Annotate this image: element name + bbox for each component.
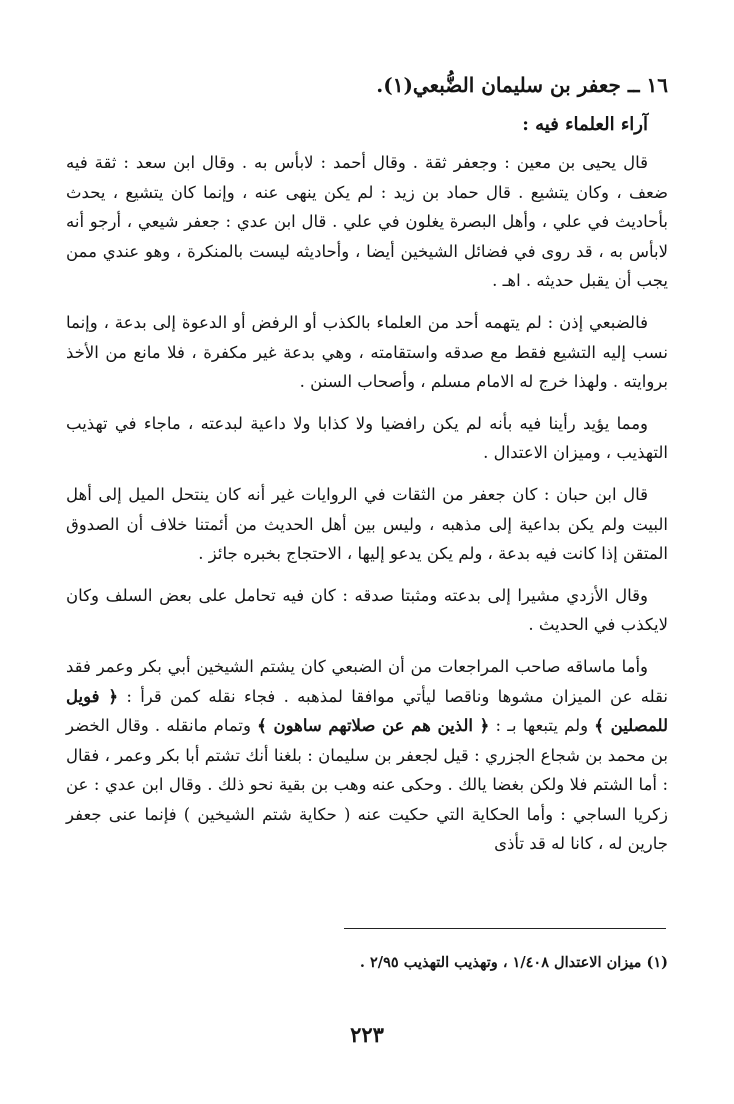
- paragraph: فالضبعي إذن : لم يتهمه أحد من العلماء بالكذب أو الرفض أو الدعوة إلى بدعة ، وإنما نسب إليه التشيع فقط مع صدقه واستقامته ، وهي بدعة غير مكفرة ، فلا مانع من الأخذ بروايته . ولهذا خرج له الامام مسلم ، وأصحاب السنن .: [66, 312, 668, 392]
- paragraph-text: ولم يتبعها بـ :: [489, 716, 595, 736]
- footnote: (١) ميزان الاعتدال ١/٤٠٨ ، وتهذيب التهذيب ٢/٩٥ .: [359, 954, 668, 971]
- footnote-divider: [344, 928, 666, 929]
- paragraph: وقال الأزدي مشيرا إلى بدعته ومثبتا صدقه : كان فيه تحامل على بعض السلف وكان لايكذب في الحديث .: [66, 585, 668, 635]
- paragraph: قال ابن حبان : كان جعفر من الثقات في الروايات غير أنه كان ينتحل الميل إلى أهل البيت ولم يكن بداعية إلى مذهبه ، وليس بين أهل الحديث من أئمتنا خلاف أن الصدوق المتقن إذا كانت فيه بدعة ، ولم يكن يدعو إليها ، الاحتجاج بخبره جائز .: [66, 484, 668, 564]
- biography-heading: ١٦ ــ جعفر بن سليمان الضُّبعي(١).: [376, 73, 668, 97]
- paragraph-text: وأما ماساقه صاحب المراجعات من أن الضبعي كان يشتم الشيخين أبي بكر وعمر فقد نقله عن الميزان مشوها وناقصا ليأتي موافقا لمذهبه . فجاء نقله كمن قرأ :: [66, 656, 668, 706]
- quran-quote: ﴿ فويل للمصلين ﴾: [66, 686, 668, 736]
- paragraph: [66, 652, 668, 859]
- section-subheading: آراء العلماء فيه :: [522, 114, 648, 135]
- page-number: ٢٢٣: [350, 1022, 384, 1047]
- paragraph-text: وتمام مانقله . وقال الخضر بن محمد بن شجاع الجزري : قيل لجعفر بن سليمان : بلغنا أنك تشتم أبا بكر وعمر ، فقال : أما الشتم فلا ولكن بغضا يالك . وحكى عنه وهب بن بقية نحو ذلك . وقال ابن عدي : عن زكريا الساجي : وأما الحكاية التي حكيت عنه ( حكاية شتم الشيخين ) فإنما عنى جعفر جارين له ، كانا له قد تأذى: [66, 716, 668, 854]
- quran-quote: ﴿ الذين هم عن صلاتهم ساهون ﴾: [257, 716, 490, 736]
- paragraph: قال يحيى بن معين : وجعفر ثقة . وقال أحمد : لابأس به . وقال ابن سعد : ثقة فيه ضعف ، وكان يتشيع . قال حماد بن زيد : لم يكن ينهى عنه ، وإنما كان يتشيع ، يحدث بأحاديث في علي ، وأهل البصرة يغلون في علي . قال ابن عدي : جعفر شيعي ، أرجو أنه لابأس به ، قد روى في فضائل الشيخين أيضا ، وأحاديثه ليست بالمنكرة ، وهو عندي ممن يجب أن يقبل حديثه . اهـ .: [66, 153, 668, 291]
- paragraph: ومما يؤيد رأينا فيه بأنه لم يكن رافضيا ولا كذابا ولا داعية لبدعته ، ماجاء في تهذيب التهذيب ، وميزان الاعتدال .: [66, 413, 668, 463]
- body-text: [66, 148, 668, 871]
